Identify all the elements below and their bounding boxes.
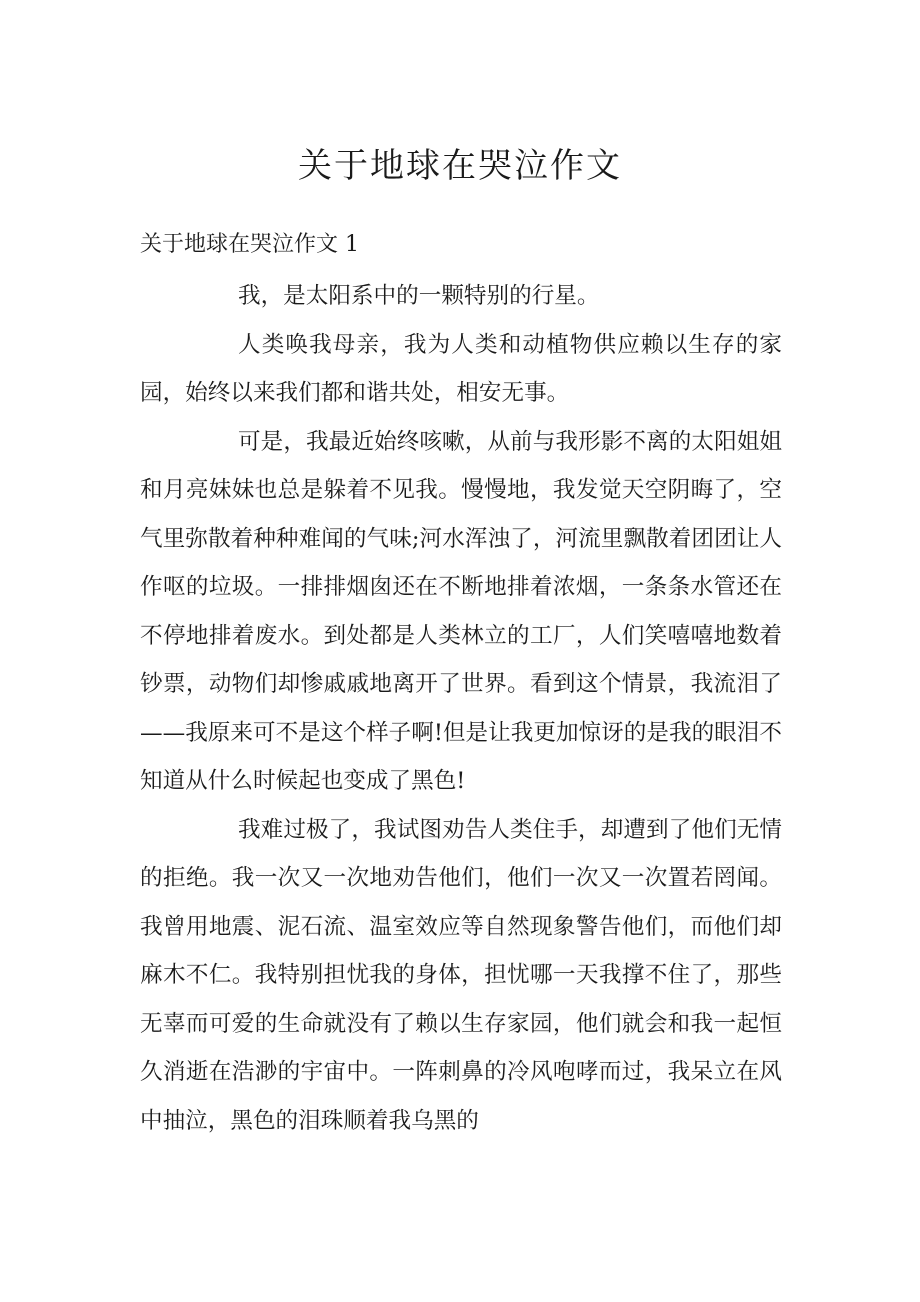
paragraph: 我难过极了，我试图劝告人类住手，却遭到了他们无情的拒绝。我一次又一次地劝告他们，他们一次又一次置若罔闻。我曾用地震、泥石流、温室效应等自然现象警告他们，而他们却麻木不仁。我特别担忧我的身体，担忧哪一天我撑不住了，那些无辜而可爱的生命就没有了赖以生存家园，他们就会和我一起恒久消逝在浩渺的宇宙中。一阵刺鼻的冷风咆哮而过，我呆立在风中抽泣，黑色的泪珠顺着我乌黑的 [140, 816, 782, 1134]
essay-body [140, 272, 782, 1145]
paragraph: 可是，我最近始终咳嗽，从前与我形影不离的太阳姐姐和月亮妹妹也总是躲着不见我。慢慢地，我发觉天空阴晦了，空气里弥散着种种难闻的气味;河水浑浊了，河流里飘散着团团让人作呕的垃圾。一排排烟囱还在不断地排着浓烟，一条条水管还在不停地排着废水。到处都是人类林立的工厂，人们笑嘻嘻地数着钞票，动物们却惨戚戚地离开了世界。看到这个情景，我流泪了——我原来可不是这个样子啊!但是让我更加惊讶的是我的眼泪不知道从什么时候起也变成了黑色! [140, 428, 782, 794]
paragraph: 我，是太阳系中的一颗特别的行星。 [238, 283, 600, 309]
paragraph: 人类唤我母亲，我为人类和动植物供应赖以生存的家园，始终以来我们都和谐共处，相安无事。 [140, 331, 782, 406]
section-heading: 关于地球在哭泣作文 1 [140, 232, 359, 257]
document-title: 关于地球在哭泣作文 [298, 146, 622, 186]
